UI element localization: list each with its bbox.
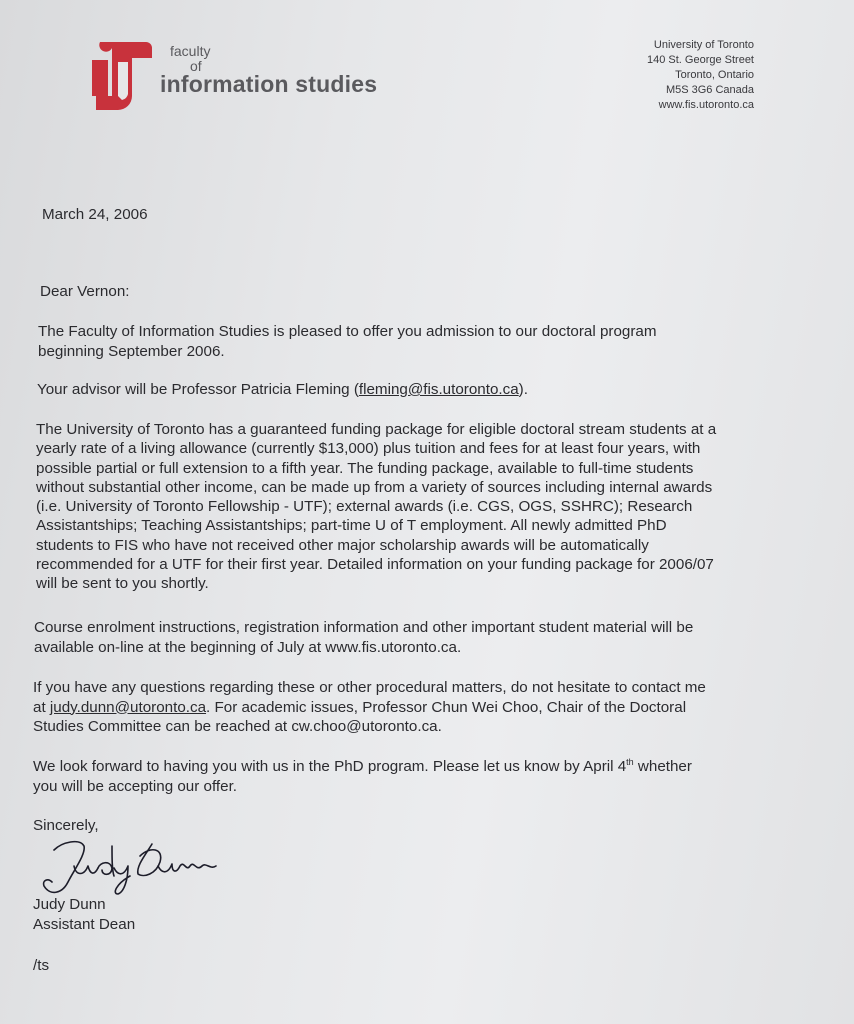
paragraph-closing-request	[33, 757, 692, 796]
signer-name: Judy Dunn	[33, 896, 106, 913]
fis-logo-icon	[92, 38, 154, 110]
text-line: Assistantships; Teaching Assistantships; part-time U of T employment. All newly admitted PhD	[36, 517, 667, 535]
address-line: University of Toronto	[653, 39, 754, 51]
address-line: www.fis.utoronto.ca	[658, 99, 754, 111]
logo-line-information-studies: information studies	[160, 71, 378, 97]
address-line: Toronto, Ontario	[675, 69, 754, 81]
text-segment: whether	[633, 758, 692, 775]
text-line: recommended for a UTF for their first year. Detailed information on your funding package for 2006/07	[36, 556, 714, 574]
address-line: 140 St. George Street	[646, 54, 754, 66]
paragraph-questions	[33, 678, 706, 737]
logo-line-faculty: faculty	[170, 43, 211, 59]
text-line: Course enrolment instructions, registration information and other important student material will be	[34, 619, 694, 636]
handwritten-signature-icon	[40, 836, 230, 898]
contact-email-link[interactable]: judy.dunn@utoronto.ca	[49, 698, 207, 716]
ordinal-suffix: th	[626, 756, 634, 767]
signer-title: Assistant Dean	[33, 916, 136, 933]
salutation: Dear Vernon:	[40, 283, 130, 300]
paragraph-funding	[36, 420, 716, 594]
text-line: will be sent to you shortly.	[36, 575, 209, 593]
text-line: without substantial other income, can be made up from a variety of sources including internal awards	[36, 478, 713, 496]
text-segment: Your advisor will be Professor Patricia Fleming (	[37, 381, 359, 398]
text-line: If you have any questions regarding these or other procedural matters, do not hesitate to contact me	[33, 679, 706, 696]
text-segment: at	[33, 698, 50, 716]
text-line: possible partial or full extension to a fifth year. The funding package, available to full-time students	[36, 459, 694, 477]
paragraph-enrolment	[34, 618, 693, 657]
letterhead-address	[647, 38, 754, 113]
logo-line-of: of	[190, 58, 202, 74]
letter-date: March 24, 2006	[42, 206, 148, 223]
text-line: you will be accepting our offer.	[33, 777, 238, 795]
paragraph-advisor	[37, 380, 528, 400]
text-line: The Faculty of Information Studies is pleased to offer you admission to our doctoral program	[38, 323, 657, 340]
text-line: (i.e. University of Toronto Fellowship - UTF); external awards (i.e. CGS, OGS, SSHRC); Research	[36, 498, 693, 516]
address-line: M5S 3G6 Canada	[665, 84, 754, 96]
text-line	[33, 757, 692, 777]
text-segment: . For academic issues, Professor Chun Wei Choo, Chair of the Doctoral	[206, 698, 687, 716]
text-segment: ).	[518, 381, 528, 398]
text-line	[33, 698, 706, 718]
text-segment: We look forward to having you with us in the PhD program. Please let us know by April 4	[33, 758, 627, 775]
text-line: Studies Committee can be reached at cw.choo@utoronto.ca.	[33, 718, 442, 735]
text-line: available on-line at the beginning of July at www.fis.utoronto.ca.	[34, 638, 462, 656]
closing: Sincerely,	[33, 817, 99, 834]
text-line: The University of Toronto has a guaranteed funding package for eligible doctoral stream students at a	[36, 421, 717, 438]
text-line: students to FIS who have not received other major scholarship awards will be automatically	[36, 536, 649, 554]
text-line: beginning September 2006.	[38, 342, 225, 360]
advisor-email-link[interactable]: fleming@fis.utoronto.ca	[358, 381, 519, 398]
paragraph-admission	[38, 322, 657, 361]
text-line: yearly rate of a living allowance (currently $13,000) plus tuition and fees for at least four years, with	[36, 440, 701, 458]
typist-initials: /ts	[33, 957, 50, 974]
